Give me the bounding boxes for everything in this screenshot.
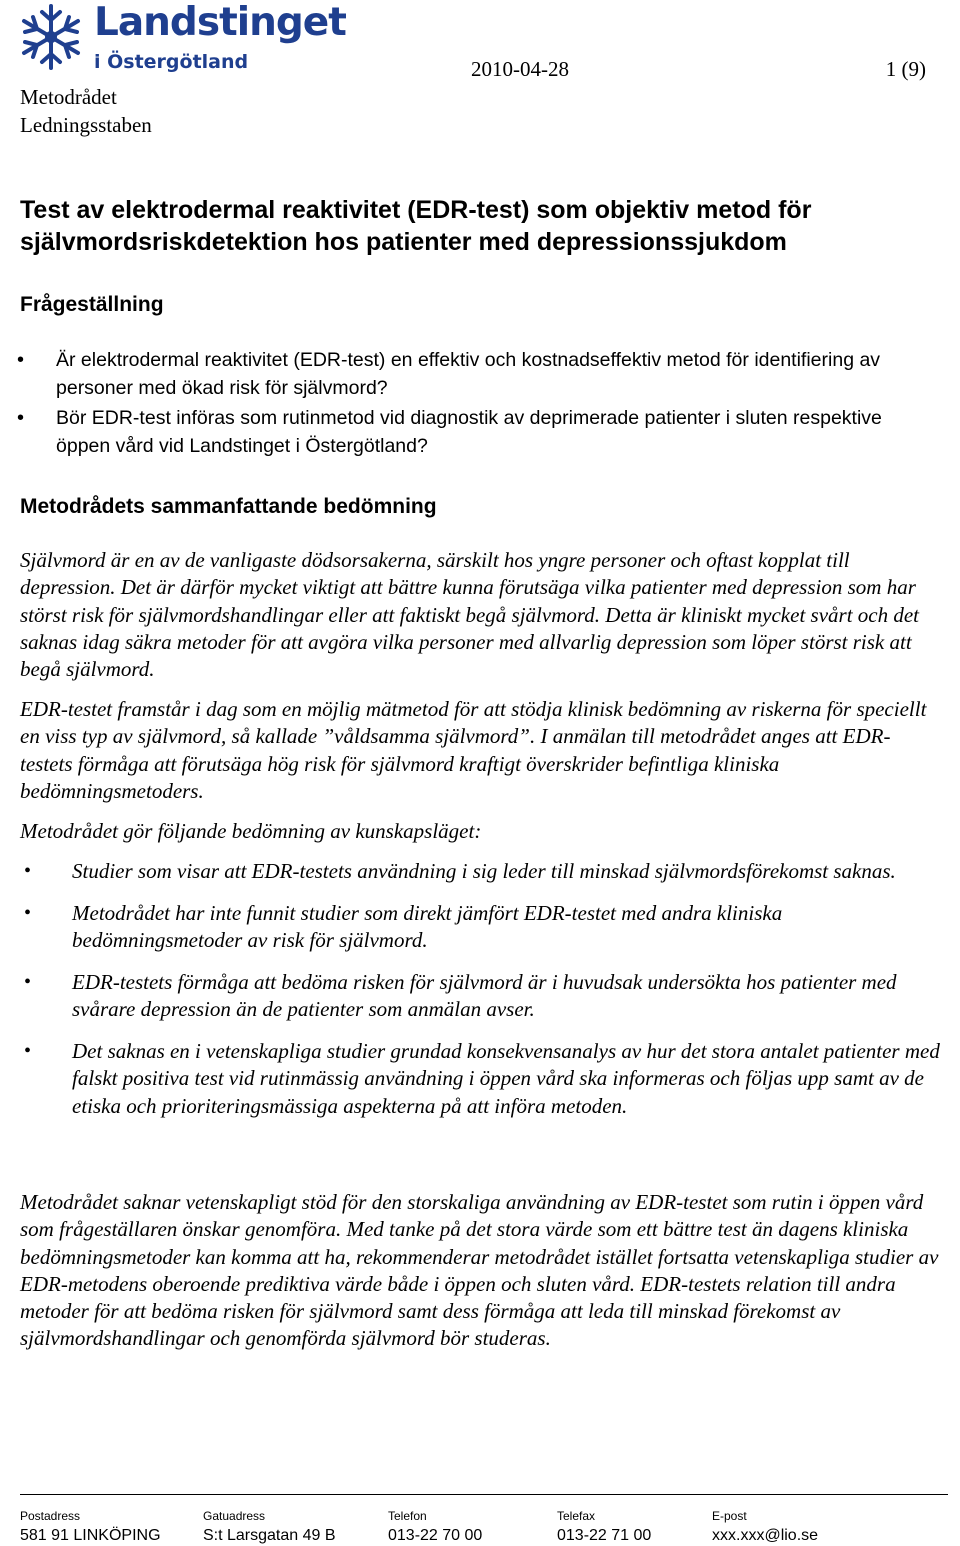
section-heading-question: Frågeställning [20,293,164,316]
list-item: • Är elektrodermal reaktivitet (EDR-test) en effektiv och kostnadseffektiv metod för identifiering av personer med ökad risk för självmord? [0,346,940,402]
organization-subname: i Östergötland [94,51,249,73]
unit-name: Ledningsstaben [20,113,152,137]
assessment-paragraph-3: Metodrådet gör följande bedömning av kunskapsläget: [20,819,482,843]
document-title [20,194,940,258]
list-item: • EDR-testets förmåga att bedöma risken för självmord är i huvudsak undersökta hos patienter med svårare depression än de patienter som anmälan avser. [0,969,940,1024]
document-date: 2010-04-28 [471,57,569,81]
list-item: • Studier som visar att EDR-testets användning i sig leder till minskad självmordsförekomst saknas. [0,858,940,886]
footer-postal [20,1508,161,1546]
footer-label: Postadress [20,1509,81,1523]
page-number: 1 (9) [885,57,926,81]
footer-phone [388,1508,482,1546]
assessment-list [0,858,940,1134]
paragraph-2-text: EDR-testet framstår i dag som en möjlig mätmetod för att stödja klinisk bedömning av riskerna för speciellt en viss typ av självmord, så kallade ”våldsamma självmord”. I anmälan till metodrådet anges att EDR-testets förmåga att förutsäga hög risk för självmord kraftigt överskrider befintliga kliniska bedömningsmetoders. [20,697,927,803]
title-line-2: självmordsriskdetektion hos patienter med depressionssjukdom [20,228,787,256]
footer-value: 013-22 71 00 [557,1527,652,1544]
list-item: • Metodrådet har inte funnit studier som direkt jämfört EDR-testet med andra kliniska bedömningsmetoder av risk för självmord. [0,900,940,955]
footer-value: S:t Larsgatan 49 B [203,1527,336,1544]
footer-divider [20,1494,948,1495]
assessment-paragraph-2 [20,696,940,805]
footer-fax [557,1508,651,1546]
footer-label: E-post [712,1509,747,1523]
question-list [0,346,940,460]
footer-email [712,1508,818,1546]
footer-label: Telefax [557,1509,596,1523]
department-name: Metodrådet [20,85,117,109]
footer-value: 013-22 70 00 [388,1527,483,1544]
footer-label: Telefon [388,1509,427,1523]
footer-street [203,1508,336,1546]
footer-label: Gatuadress [203,1509,266,1523]
list-item: • Det saknas en i vetenskapliga studier grundad konsekvensanalys av hur det stora antalet patienter med falskt positiva test vid rutinmässig användning i öppen vård ska informeras och följas upp samt av de etiska och prioriteringsmässiga aspekterna på att införa metoden. [0,1038,940,1121]
assessment-paragraph-1: Självmord är en av de vanligaste dödsorsakerna, särskilt hos yngre personer och oftast kopplat till depression. Det är därför mycket viktigt att bättre kunna förutsäga vilka patienter med depression som har störst risk för självmordshandlingar eller att faktiskt begå självmord. Detta är kliniskt mycket svårt och det saknas idag säkra metoder för att avgöra vilka personer med allvarlig depression som löper störst risk att begå självmord. [20,548,920,682]
list-item: • Bör EDR-test införas som rutinmetod vid diagnostik av deprimerade patienter i sluten respektive öppen vård vid Landstinget i Östergötland? [0,404,940,460]
organization-logo [18,0,346,82]
snowflake-emblem-icon [18,2,84,72]
assessment-paragraph-4: Metodrådet saknar vetenskapligt stöd för den storskaliga användning av EDR-testet som rutin i öppen vård som frågeställaren önskar genomföra. Med tanke på det stora värde som ett bättre test än dagens kliniska bedömningsmetoder kan komma att ha, rekommenderar metodrådet istället fortsatta vetenskapliga studier av EDR-metodens oberoende prediktiva värde både i öppen och sluten vård. EDR-testets relation till andra metoder för att bedöma risken för självmord samt dess förmåga att leda till minskad förekomst av självmordshandlingar och genomförda självmord bör studeras. [20,1190,939,1351]
organization-name: Landstinget [94,0,346,45]
footer-value: 581 91 LINKÖPING [20,1527,161,1544]
footer-email-link[interactable]: xxx.xxx@lio.se [712,1527,819,1544]
department-block [20,83,152,139]
title-line-1: Test av elektrodermal reaktivitet (EDR-test) som objektiv metod för [20,196,812,224]
section-heading-assessment: Metodrådets sammanfattande bedömning [20,495,437,518]
